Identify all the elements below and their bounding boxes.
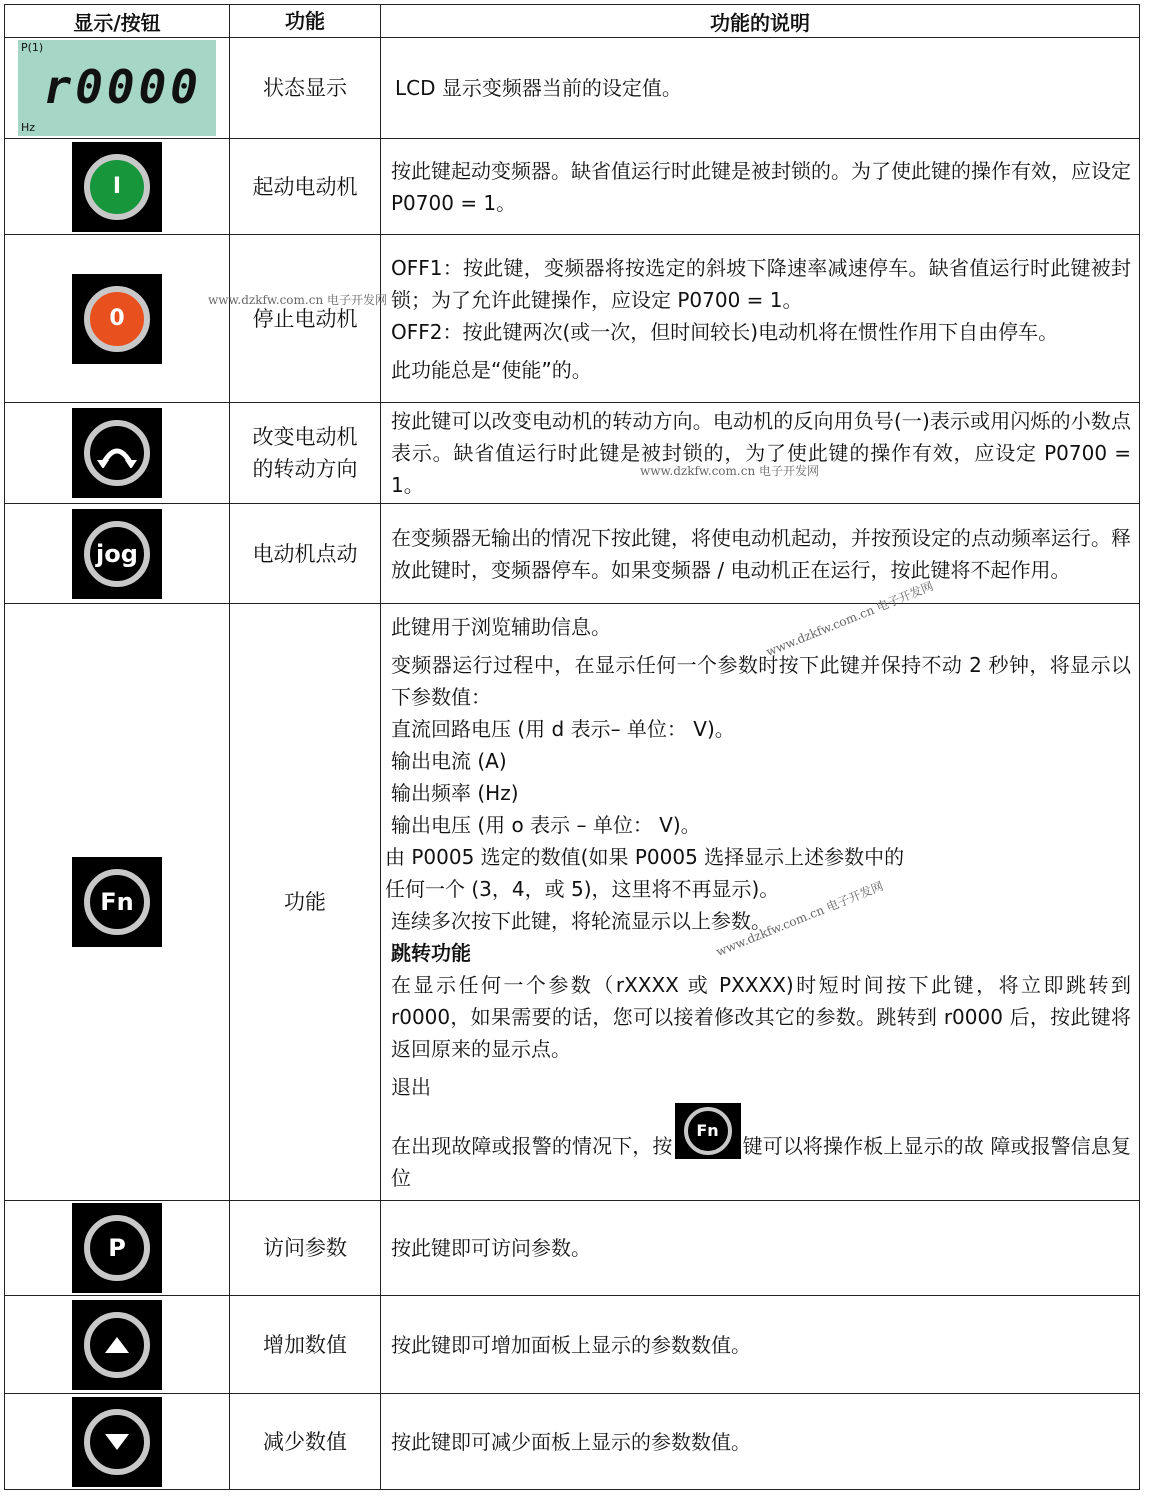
function-cell: 电动机点动 [230, 504, 381, 604]
table-row [5, 1296, 1140, 1394]
header-function: 功能 [230, 5, 381, 38]
jog-key [72, 509, 162, 599]
watermark: www.dzkfw.com.cn 电子开发网 [714, 878, 886, 959]
reverse-key [72, 408, 162, 498]
p-icon: P [84, 1215, 150, 1281]
fn-key [72, 857, 162, 947]
function-cell: 停止电动机 [230, 235, 381, 403]
header-description: 功能的说明 [381, 5, 1140, 38]
jog-icon: jog [84, 521, 150, 587]
watermark: www.dzkfw.com.cn 电子开发网 [640, 464, 819, 478]
watermark: www.dzkfw.com.cn 电子开发网 [764, 578, 936, 659]
table-row [5, 504, 1140, 604]
key-function-table [4, 4, 1140, 1490]
lcd-display [18, 40, 216, 136]
description-cell: 按此键即可减少面板上显示的参数数值。 [381, 1394, 1140, 1490]
lcd-unit: Hz [21, 121, 36, 134]
description-cell: 此键用于浏览辅助信息。 变频器运行过程中，在显示任何一个参数时按下此键并保持不动 2 秒钟，将显示以下参数值： 直流回路电压 (用 d 表示– 单位： V)。 输出电流 (A) 输出频率 (Hz) 输出电压 (用 o 表示 – 单位： V)。 由 P0005 选定的数值(如果 P0005 选择显示上述参数中的 任何一个 (3，4，或 5)，这里将不再显示)。 连续多次按下此键，将轮流显示以上参数。 跳转功能 在显示任何一个参数（rXXXX 或 PXXXX)时短时间按下此键，将立即跳转到 r0000，如果需要的话，您可以接着修改其它的参数。跳转到 r0000 后，按此键将返回原来的显示点。 退出 在出现故障或报警的情况下，按 Fn 键可以将操作板上显示的故 障或报警信息复位 [381, 604, 1140, 1201]
down-arrow-icon [84, 1409, 150, 1475]
table-row [5, 403, 1140, 504]
description-cell: 按此键起动变频器。缺省值运行时此键是被封锁的。为了使此键的操作有效，应设定 P0700 = 1。 [381, 139, 1140, 235]
stop-key [72, 274, 162, 364]
fn-icon: Fn [684, 1107, 732, 1155]
up-arrow-icon [84, 1312, 150, 1378]
inline-fn-key [675, 1103, 741, 1159]
table-row [5, 235, 1140, 403]
description-cell: LCD 显示变频器当前的设定值。 [381, 38, 1140, 139]
table-row [5, 38, 1140, 139]
fn-icon: Fn [84, 869, 150, 935]
down-key [72, 1397, 162, 1487]
watermark: www.dzkfw.com.cn 电子开发网 [208, 293, 387, 307]
table-row [5, 1201, 1140, 1296]
description-cell: 按此键即可增加面板上显示的参数数值。 [381, 1296, 1140, 1394]
table-row [5, 139, 1140, 235]
description-cell: OFF1：按此键，变频器将按选定的斜坡下降速率减速停车。缺省值运行时此键被封锁；为了允许此键操作，应设定 P0700 = 1。 OFF2：按此键两次(或一次，但时间较长)电动机将在惯性作用下自由停车。 此功能总是“使能”的。 [381, 235, 1140, 403]
reverse-direction-icon [84, 420, 150, 486]
description-cell: 按此键可以改变电动机的转动方向。电动机的反向用负号(一)表示或用闪烁的小数点表示。缺省值运行时此键是被封锁的，为了使此键的操作有效，应设定 P0700 = 1。 [381, 403, 1140, 504]
up-key [72, 1300, 162, 1390]
description-cell: 在变频器无输出的情况下按此键，将使电动机起动，并按预设定的点动频率运行。释放此键时，变频器停车。如果变频器 / 电动机正在运行，按此键将不起作用。 [381, 504, 1140, 604]
description-cell: 按此键即可访问参数。 [381, 1201, 1140, 1296]
function-cell: 起动电动机 [230, 139, 381, 235]
start-icon: I [84, 154, 150, 220]
function-cell: 增加数值 [230, 1296, 381, 1394]
table-row [5, 1394, 1140, 1490]
start-key [72, 142, 162, 232]
function-cell: 功能 [230, 604, 381, 1201]
function-cell: 访问参数 [230, 1201, 381, 1296]
table-row [5, 604, 1140, 1201]
lcd-parameter-label: P(1) [21, 41, 44, 54]
stop-icon: 0 [84, 286, 150, 352]
function-cell: 减少数值 [230, 1394, 381, 1490]
header-display-button: 显示/按钮 [5, 5, 230, 38]
function-cell: 状态显示 [230, 38, 381, 139]
function-cell: 改变电动机的转动方向 [230, 403, 381, 504]
header-row [5, 5, 1140, 38]
lcd-value: r0000 [43, 60, 202, 114]
p-key [72, 1203, 162, 1293]
